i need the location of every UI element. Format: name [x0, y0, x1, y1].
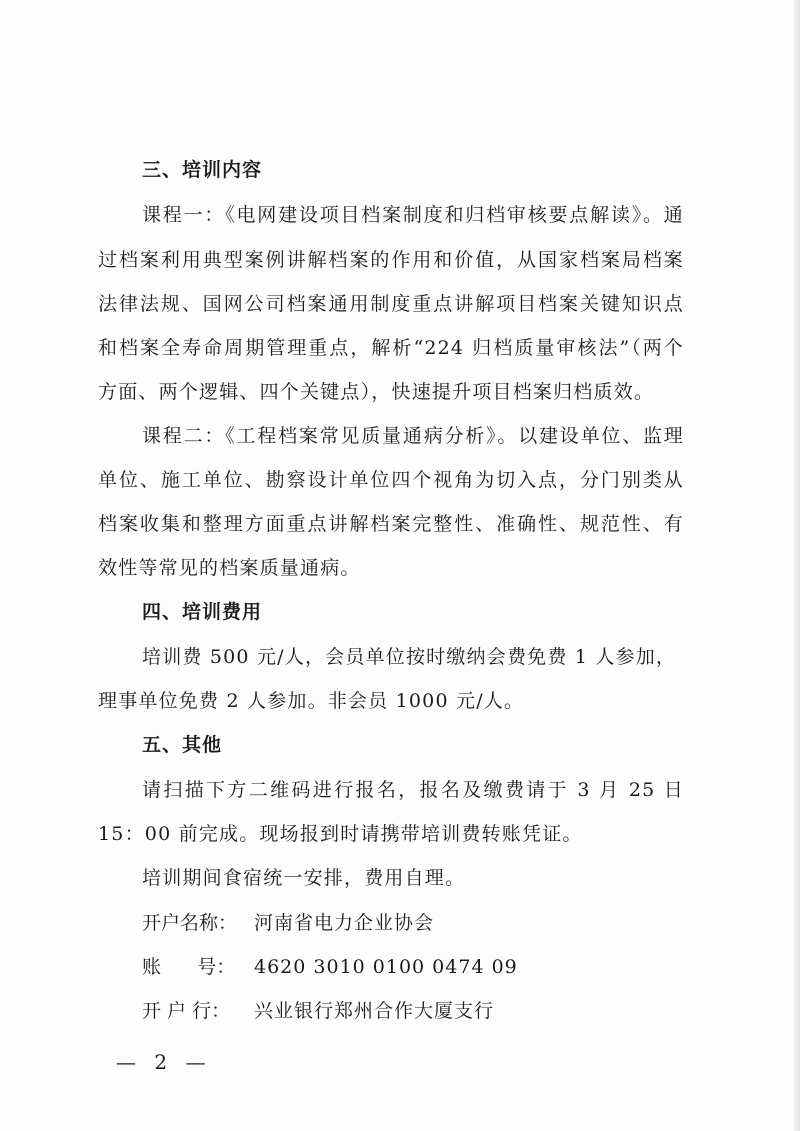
course1-line-3: 法律法规、国网公司档案通用制度重点讲解项目档案关键知识点 — [98, 293, 684, 315]
page-number: — 2 — — [116, 1050, 212, 1074]
section-heading-training-fee: 四、培训费用 — [142, 601, 263, 623]
section-heading-training-content: 三、培训内容 — [142, 159, 263, 181]
course2-line-3: 档案收集和整理方面重点讲解档案完整性、准确性、规范性、有 — [98, 513, 684, 535]
section-heading-other: 五、其他 — [142, 734, 223, 756]
course2-line-4: 效性等常见的档案质量通病。 — [98, 557, 361, 579]
fee-line-2: 理事单位免费 2 人参加。非会员 1000 元/人。 — [98, 690, 525, 712]
account-number-value: 4620 3010 0100 0474 09 — [254, 956, 518, 978]
course1-line-1: 课程一：《电网建设项目档案制度和归档审核要点解读》。通 — [142, 204, 684, 226]
account-name-label: 开户名称： — [142, 912, 238, 934]
fee-line-1: 培训费 500 元/人，会员单位按时缴纳会费免费 1 人参加， — [142, 646, 677, 668]
lodging-note: 培训期间食宿统一安排，费用自理。 — [142, 867, 466, 889]
scan-edge — [794, 0, 800, 1131]
account-name-value: 河南省电力企业协会 — [254, 912, 435, 934]
course2-line-1: 课程二：《工程档案常见质量通病分析》。以建设单位、监理 — [142, 425, 684, 447]
bank-label: 开 户 行： — [142, 1000, 231, 1022]
course2-line-2: 单位、施工单位、勘察设计单位四个视角为切入点，分门别类从 — [98, 469, 684, 491]
account-number-label: 账 号： — [142, 956, 236, 978]
course1-line-2: 过档案利用典型案例讲解档案的作用和价值，从国家档案局档案 — [98, 249, 684, 271]
course1-line-4: 和档案全寿命周期管理重点，解析“224 归档质量审核法”（两个 — [98, 337, 684, 359]
register-line-1: 请扫描下方二维码进行报名，报名及缴费请于 3 月 25 日 — [142, 779, 684, 801]
register-line-2: 15：00 前完成。现场报到时请携带培训费转账凭证。 — [98, 823, 583, 845]
course1-line-5: 方面、两个逻辑、四个关键点），快速提升项目档案归档质效。 — [98, 381, 655, 403]
bank-value: 兴业银行郑州合作大厦支行 — [254, 1000, 495, 1022]
